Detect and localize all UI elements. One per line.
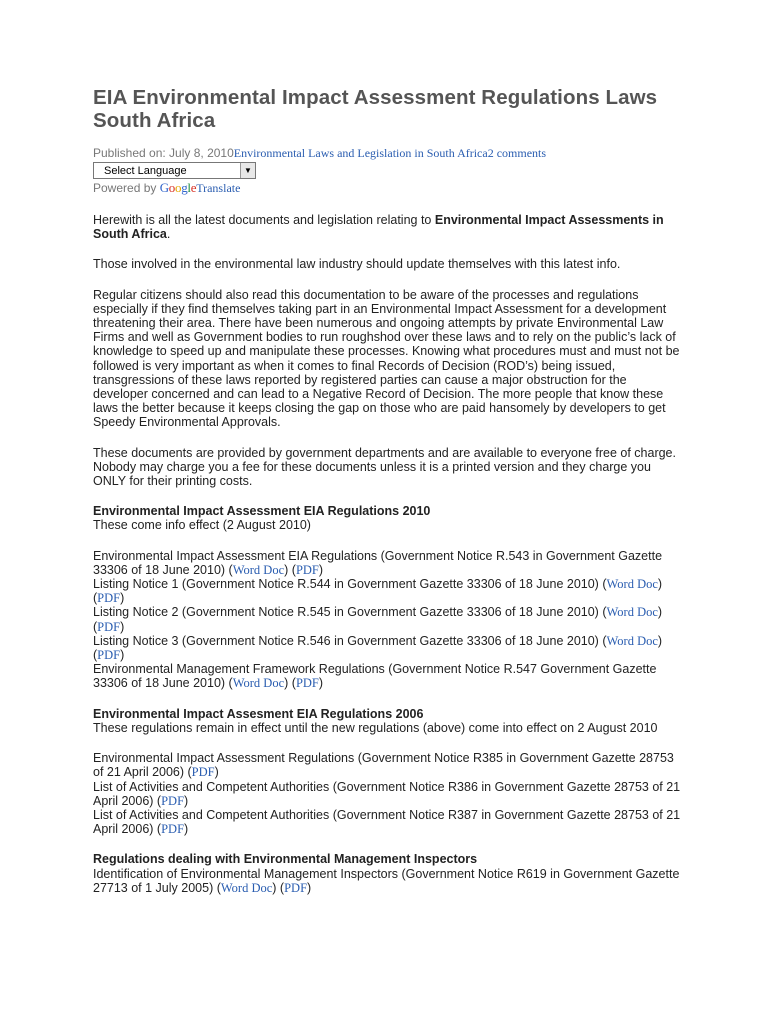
comments-link[interactable]: 2 comments	[487, 146, 547, 160]
word-doc-link[interactable]: Word Doc	[232, 562, 285, 577]
page-title: EIA Environmental Impact Assessment Regulations Laws South Africa	[93, 86, 658, 132]
list-item: Environmental Management Framework Regulations (Government Notice R.547 Government Gazette 33306 of 18 June 2010) (Word Doc) (PDF)	[93, 662, 657, 691]
list-item: Listing Notice 3 (Government Notice R.546 in Government Gazette 33306 of 18 June 2010) (Word Doc) (PDF)	[93, 633, 663, 663]
section-subtext-2006: These regulations remain in effect until the new regulations (above) come into effect on 2 August 2010	[93, 720, 658, 735]
word-doc-link[interactable]: Word Doc	[606, 577, 658, 592]
pdf-link[interactable]: PDF	[97, 619, 121, 634]
language-select[interactable]	[93, 162, 256, 179]
published-date: Published on: July 8, 2010	[93, 146, 234, 160]
document-list-inspectors	[93, 867, 683, 895]
citizens-paragraph: Regular citizens should also read this documentation to be aware of the processes and regulations especially if they find themselves taking part in an Environmental Impact Assessment for a development threatening their area. There have been numerous and ongoing attempts by private Environmental Law Firms and well as Government bodies to run roughshod over these laws and to rely on the public’s lack of knowledge to speed up and manipulate these processes. Knowing what procedures must and must not be followed is very important as when it comes to final Records of Decision (ROD’s) being issued, transgressions of these laws reported by registered parties can cause a major obstruction for the developer concerned and can lead to a Negative Record of Decision. The more people that know these laws the better because it keeps closing the gap on those who are paid hansomely by developers to get Speedy Environmental Approvals.	[93, 287, 680, 430]
section-heading-2010: Environmental Impact Assessment EIA Regulations 2010	[93, 504, 431, 519]
word-doc-link[interactable]: Word Doc	[606, 633, 658, 648]
dropdown-arrow-icon: ▼	[240, 163, 255, 178]
list-item: Environmental Impact Assessment Regulations (Government Notice R385 in Government Gazette 28753 of 21 April 2006) (PDF)	[93, 751, 674, 780]
word-doc-link[interactable]: Word Doc	[232, 676, 285, 691]
section-inspectors	[93, 852, 683, 895]
pdf-link[interactable]: PDF	[161, 822, 185, 837]
section-2006	[93, 707, 683, 837]
update-paragraph: Those involved in the environmental law industry should update themselves with this latest info.	[93, 257, 621, 272]
section-heading-2006: Environmental Impact Assesment EIA Regulations 2006	[93, 706, 424, 721]
article-body	[93, 213, 683, 895]
pdf-link[interactable]: PDF	[161, 793, 185, 808]
section-heading-inspectors: Regulations dealing with Environmental Management Inspectors	[93, 852, 478, 867]
list-item: Listing Notice 1 (Government Notice R.544 in Government Gazette 33306 of 18 June 2010) (Word Doc) (PDF)	[93, 577, 663, 606]
list-item: Identification of Environmental Management Inspectors (Government Notice R619 in Government Gazette 27713 of 1 July 2005) (Word Doc) (PDF)	[93, 866, 680, 895]
translate-link[interactable]: Translate	[196, 181, 241, 195]
pdf-link[interactable]: PDF	[295, 676, 319, 691]
free-documents-paragraph: These documents are provided by government departments and are available to everyone free of charge. Nobody may charge you a fee for these documents unless it is a printed version and they charge you ONLY for their printing costs.	[93, 445, 676, 489]
pdf-link[interactable]: PDF	[284, 880, 308, 895]
word-doc-link[interactable]: Word Doc	[606, 605, 658, 620]
google-logo: Google	[159, 180, 197, 195]
pdf-link[interactable]: PDF	[97, 591, 121, 606]
document-list-2006	[93, 751, 683, 836]
language-select-value: Select Language	[104, 165, 187, 177]
section-subtext-2010: These come info effect (2 August 2010)	[93, 518, 311, 533]
category-link[interactable]: Environmental Laws and Legislation in South Africa	[233, 146, 488, 160]
document-list-2010	[93, 549, 683, 691]
powered-by	[93, 180, 683, 196]
word-doc-link[interactable]: Word Doc	[220, 880, 273, 895]
section-2010	[93, 504, 683, 690]
article-meta	[93, 146, 683, 161]
intro-paragraph: Herewith is all the latest documents and legislation relating to Environmental Impact Assessments in South Africa.	[93, 213, 664, 242]
list-item: List of Activities and Competent Authorities (Government Notice R386 in Government Gazette 28753 of 21 April 2006) (PDF)	[93, 779, 681, 808]
pdf-link[interactable]: PDF	[295, 562, 319, 577]
list-item: Environmental Impact Assessment EIA Regulations (Government Notice R.543 in Government Gazette 33306 of 18 June 2010) (Word Doc) (PDF)	[93, 548, 663, 577]
powered-by-label: Powered by	[93, 181, 160, 195]
pdf-link[interactable]: PDF	[191, 765, 215, 780]
list-item: List of Activities and Competent Authorities (Government Notice R387 in Government Gazette 28753 of 21 April 2006) (PDF)	[93, 807, 681, 837]
intro-bold: Environmental Impact Assessments in South Africa	[93, 213, 664, 242]
list-item: Listing Notice 2 (Government Notice R.545 in Government Gazette 33306 of 18 June 2010) (Word Doc) (PDF)	[93, 605, 663, 634]
pdf-link[interactable]: PDF	[97, 648, 121, 663]
